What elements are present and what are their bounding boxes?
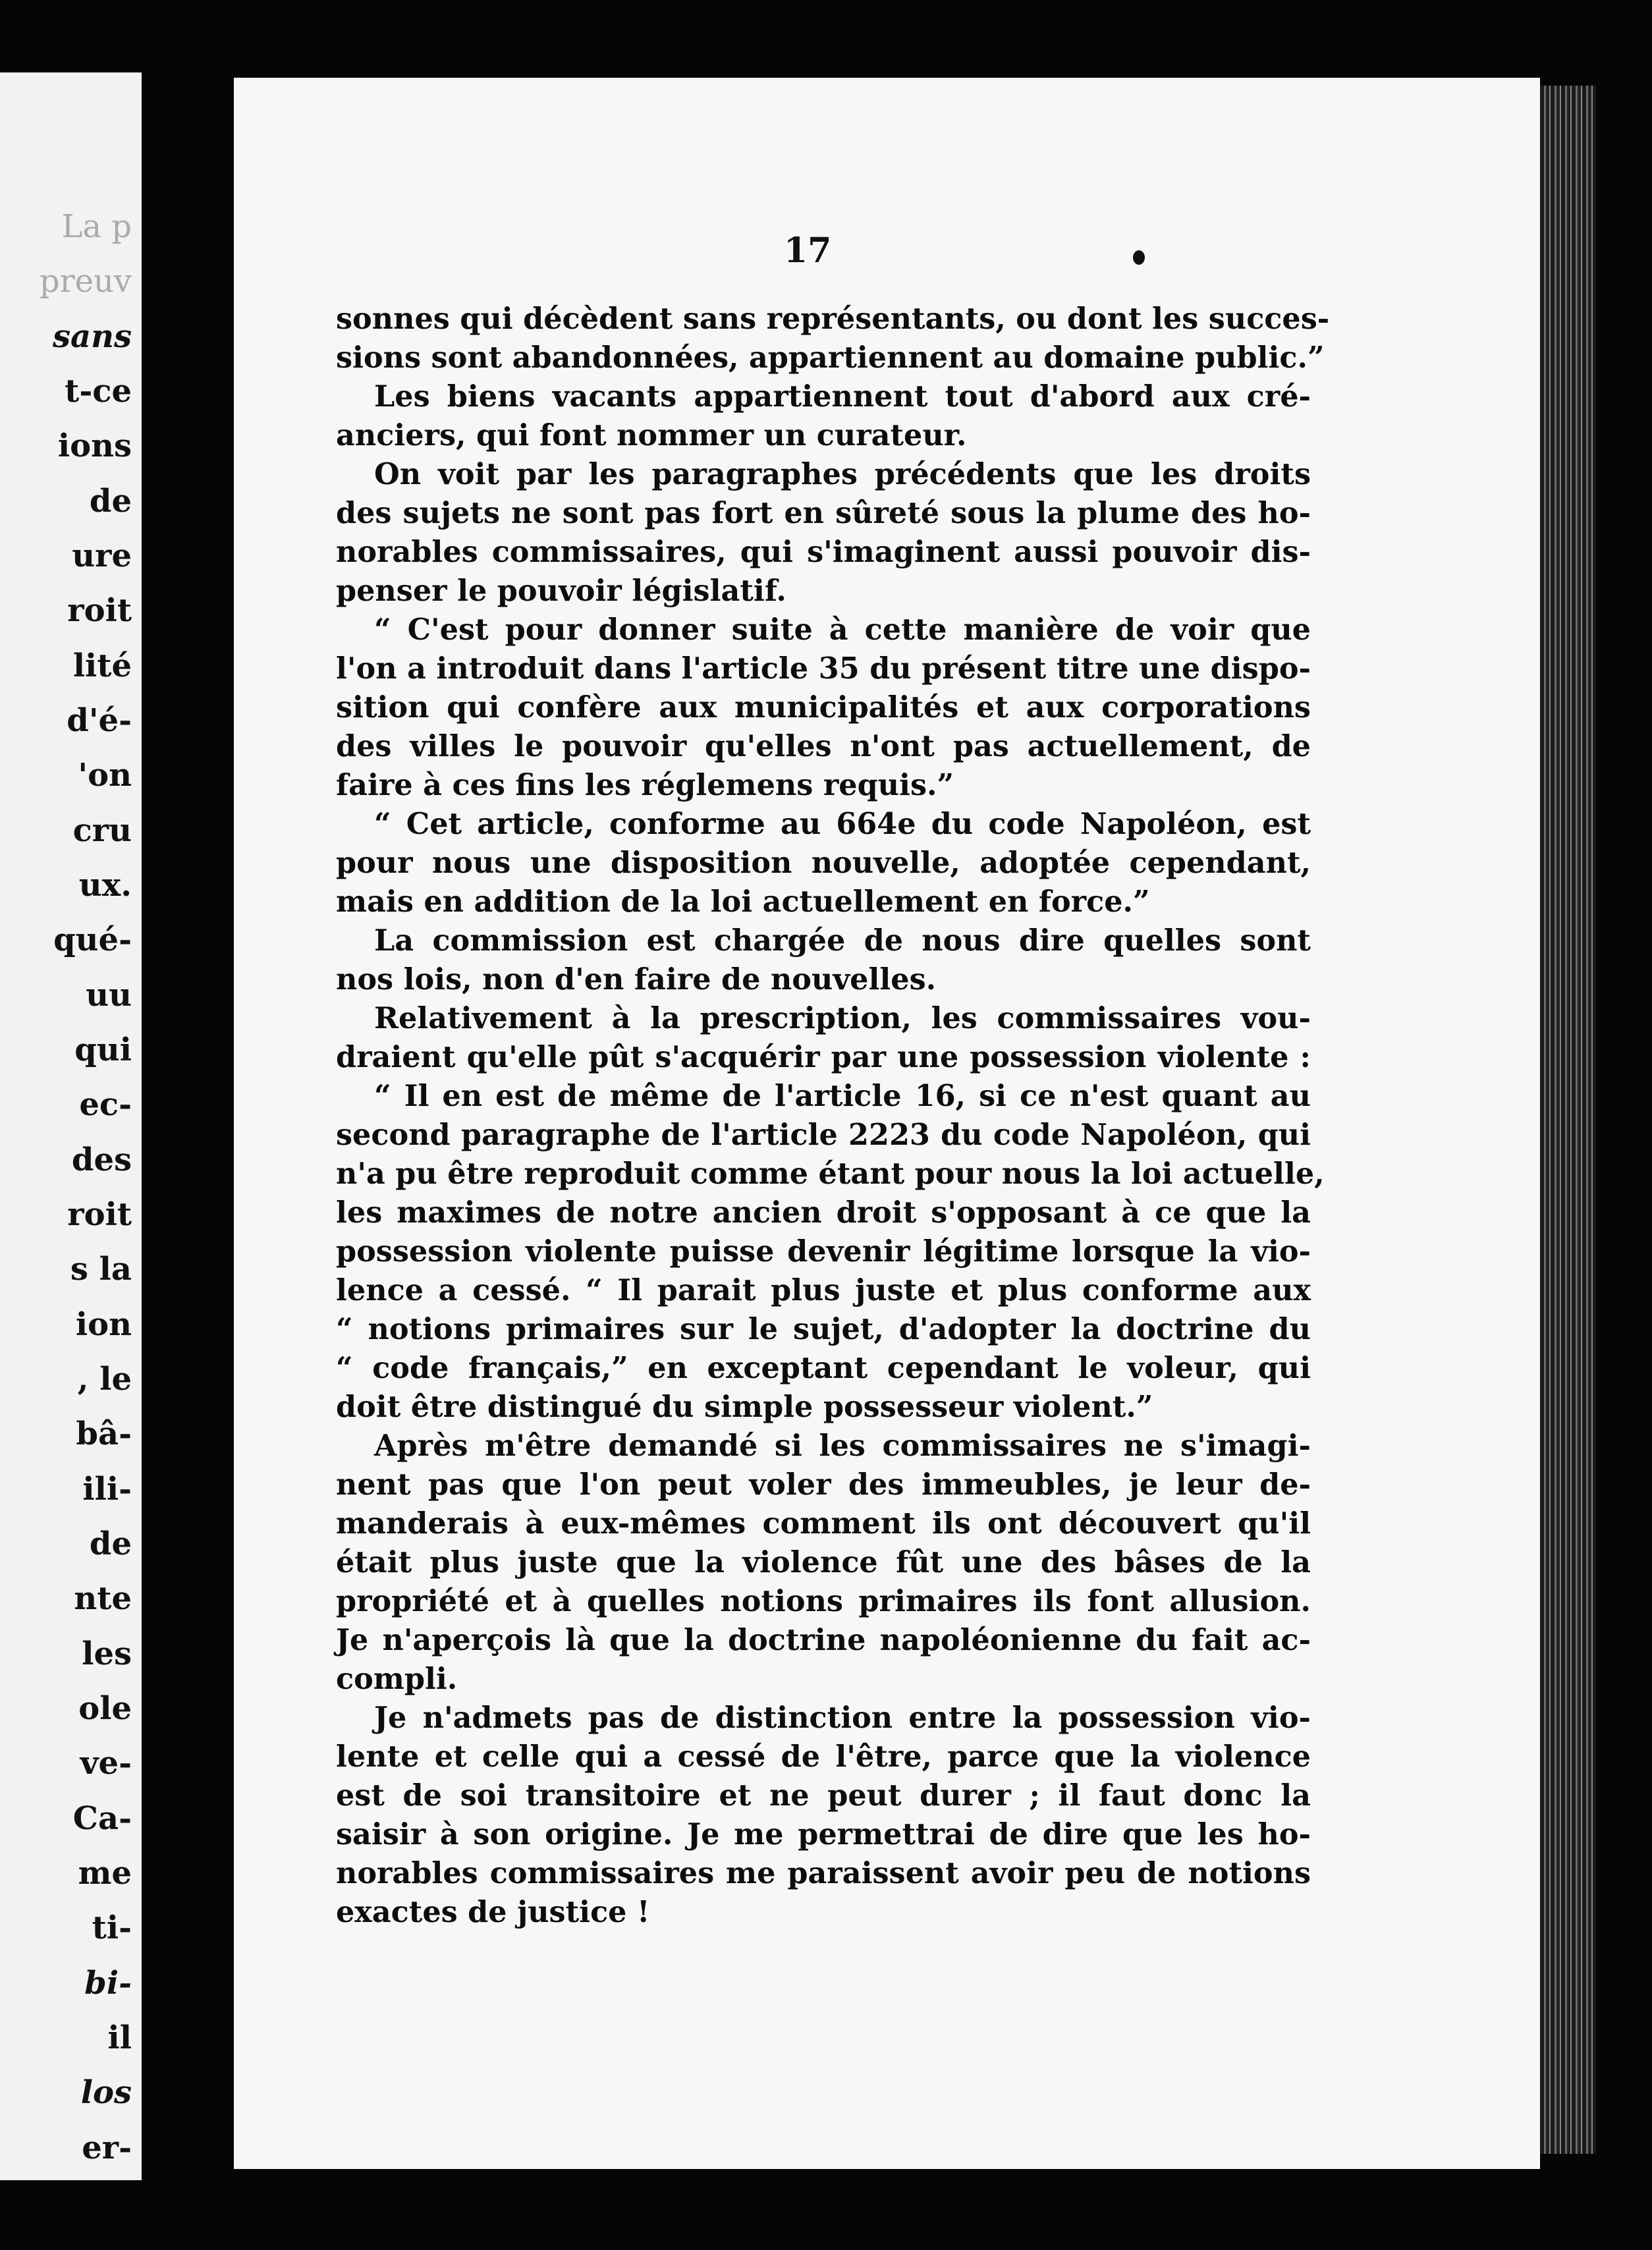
- text-line: “ code français,” en exceptant cependant le voleur, qui: [336, 1351, 1311, 1385]
- ink-speck: [1133, 250, 1145, 265]
- text-line: draient qu'elle pût s'acquérir par une possession violente :: [336, 1040, 1311, 1074]
- left-page-text-fragment: ole: [78, 1690, 132, 1727]
- text-line: nos lois, non d'en faire de nouvelles.: [336, 962, 937, 997]
- text-line: propriété et à quelles notions primaires ils font allusion.: [336, 1584, 1311, 1618]
- text-line: mais en addition de la loi actuellement en force.”: [336, 885, 1150, 919]
- left-page-text-fragment: ti-: [92, 1909, 132, 1947]
- text-line: second paragraphe de l'article 2223 du code Napoléon, qui: [336, 1118, 1311, 1152]
- left-page-text-fragment: qui: [74, 1031, 132, 1068]
- left-page-text-fragment: los: [80, 2074, 132, 2112]
- text-line: exactes de justice !: [336, 1895, 650, 1929]
- text-line: possession violente puisse devenir légitime lorsque la vio-: [336, 1234, 1311, 1269]
- left-page-text-fragment: preuv: [39, 263, 132, 300]
- left-page-text-fragment: les: [82, 1635, 132, 1672]
- left-page-text-fragment: ili-: [82, 1470, 132, 1508]
- text-line: penser le pouvoir législatif.: [336, 574, 786, 608]
- text-line: des villes le pouvoir qu'elles n'ont pas actuellement, de: [336, 729, 1311, 763]
- text-line: n'a pu être reproduit comme étant pour nous la loi actuelle,: [336, 1157, 1325, 1191]
- text-line: On voit par les paragraphes précédents que les droits: [374, 457, 1311, 491]
- text-line: lente et celle qui a cessé de l'être, parce que la violence: [336, 1740, 1311, 1774]
- text-line: était plus juste que la violence fût une des bâses de la: [336, 1545, 1311, 1579]
- text-line: Les biens vacants appartiennent tout d'abord aux cré-: [374, 379, 1311, 414]
- body-text: [336, 300, 1330, 1932]
- text-line: sions sont abandonnées, appartiennent au domaine public.”: [336, 341, 1325, 375]
- left-page-text-fragment: ve-: [80, 1745, 132, 1782]
- left-page-text-fragment: ux.: [78, 867, 132, 904]
- left-page-text-fragment: roit: [67, 592, 132, 630]
- text-line: saisir à son origine. Je me permettrai de dire que les ho-: [336, 1817, 1311, 1852]
- text-line: “ C'est pour donner suite à cette manière de voir que: [374, 613, 1311, 647]
- text-line: “ notions primaires sur le sujet, d'adopter la doctrine du: [336, 1312, 1311, 1346]
- left-page-text-fragment: 'on: [78, 757, 132, 794]
- left-page-text-fragment: ions: [57, 427, 132, 465]
- left-page-text-fragment: de: [89, 1525, 132, 1562]
- left-page-text-fragment: de: [89, 482, 132, 520]
- text-line: La commission est chargée de nous dire quelles sont: [374, 923, 1311, 958]
- left-page-text-fragment: me: [78, 1855, 132, 1892]
- left-page-text-fragment: sans: [52, 317, 132, 355]
- text-line: l'on a introduit dans l'article 35 du présent titre une dispo-: [336, 651, 1311, 686]
- left-page-text-fragment: Ca-: [72, 1799, 132, 1837]
- left-page-text-fragment: s la: [70, 1251, 132, 1288]
- left-page-fragment: [0, 72, 142, 2180]
- left-page-text-fragment: , le: [77, 1361, 132, 1398]
- text-line: compli.: [336, 1662, 458, 1696]
- left-page-text-fragment: er-: [82, 2129, 132, 2166]
- text-line: pour nous une disposition nouvelle, adoptée cependant,: [336, 846, 1311, 880]
- text-line: anciers, qui font nommer un curateur.: [336, 418, 967, 453]
- left-page-text-fragment: uu: [86, 976, 132, 1014]
- left-page-text-fragment: ure: [72, 537, 132, 574]
- text-line: Je n'admets pas de distinction entre la possession vio-: [374, 1701, 1311, 1735]
- left-page-text-fragment: des: [71, 1141, 132, 1178]
- text-line: norables commissaires me paraissent avoir peu de notions: [336, 1856, 1311, 1890]
- left-page-text-fragment: il: [107, 2019, 132, 2056]
- text-line: les maximes de notre ancien droit s'opposant à ce que la: [336, 1195, 1311, 1230]
- text-line: Après m'être demandé si les commissaires ne s'imagi-: [374, 1429, 1311, 1463]
- left-page-text-fragment: qué-: [53, 921, 132, 959]
- text-line: “ Cet article, conforme au 664e du code Napoléon, est: [374, 807, 1311, 841]
- text-line: nent pas que l'on peut voler des immeubles, je leur de-: [336, 1468, 1311, 1502]
- left-page-text-fragment: d'é-: [67, 702, 132, 739]
- text-line: “ Il en est de même de l'article 16, si ce n'est quant au: [374, 1079, 1311, 1113]
- text-line: Je n'aperçois là que la doctrine napoléonienne du fait ac-: [336, 1623, 1311, 1657]
- text-line: manderais à eux-mêmes comment ils ont découvert qu'il: [336, 1506, 1311, 1541]
- left-page-text-fragment: bi-: [84, 1964, 132, 2002]
- left-page-text-fragment: roit: [67, 1196, 132, 1233]
- left-page-text-fragment: lité: [72, 647, 132, 684]
- left-page-text-fragment: La p: [61, 208, 132, 245]
- text-line: sition qui confère aux municipalités et aux corporations: [336, 690, 1311, 725]
- text-line: lence a cessé. “ Il parait plus juste et plus conforme aux: [336, 1273, 1311, 1307]
- page-number: 17: [784, 231, 832, 271]
- text-line: faire à ces fins les réglemens requis.”: [336, 768, 954, 802]
- left-page-text-fragment: t-ce: [65, 373, 132, 410]
- left-page-text-fragment: ion: [75, 1305, 132, 1343]
- left-page-text-fragment: bâ-: [76, 1415, 132, 1453]
- text-line: doit être distingué du simple possesseur violent.”: [336, 1390, 1153, 1424]
- text-line: est de soi transitoire et ne peut durer ; il faut donc la: [336, 1778, 1311, 1813]
- text-line: norables commissaires, qui s'imaginent aussi pouvoir dis-: [336, 535, 1311, 569]
- page-edge-stack: [1540, 86, 1596, 2154]
- text-line: des sujets ne sont pas fort en sûreté sous la plume des ho-: [336, 496, 1311, 530]
- left-page-text-fragment: nte: [74, 1580, 132, 1618]
- left-page-text-fragment: ec-: [79, 1086, 132, 1124]
- text-line: sonnes qui décèdent sans représentants, ou dont les succes-: [336, 302, 1330, 336]
- left-page-text-fragment: cru: [72, 811, 132, 849]
- text-line: Relativement à la prescription, les commissaires vou-: [374, 1001, 1311, 1035]
